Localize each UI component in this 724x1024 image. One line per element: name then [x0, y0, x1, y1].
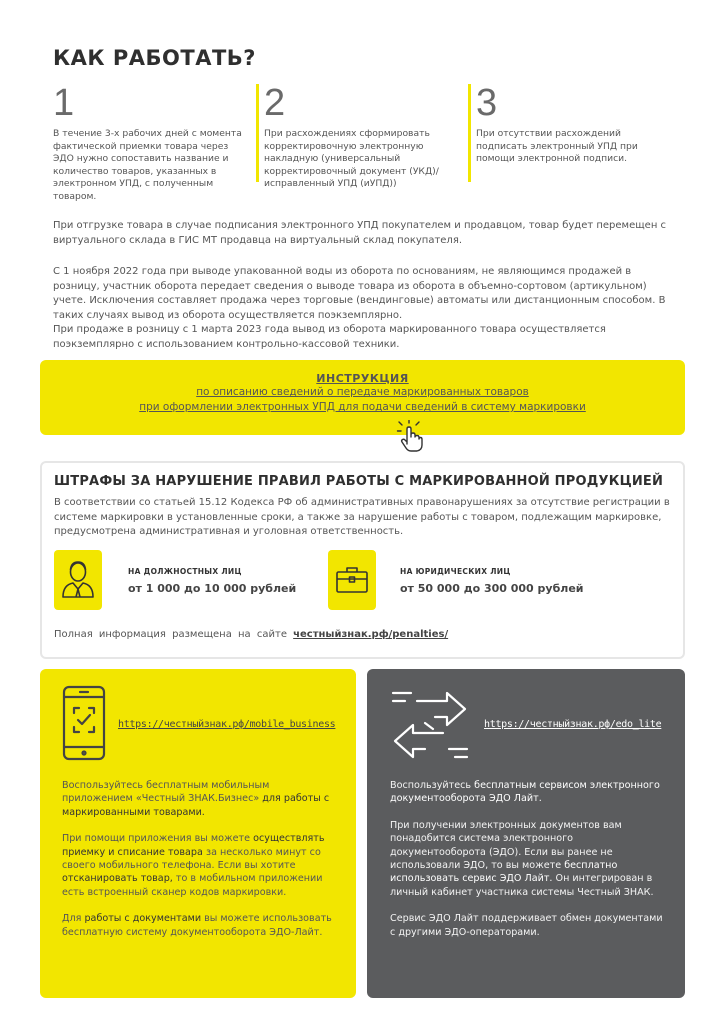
penalties-section [40, 461, 685, 659]
edo-lite-text: Воспользуйтесь [390, 780, 472, 791]
edo-lite-card [367, 669, 685, 998]
mobile-app-body [62, 779, 342, 952]
step-2 [256, 84, 456, 191]
edo-lite-paragraph [390, 819, 670, 899]
step-number: 2 [264, 82, 286, 124]
penalties-more-info [54, 629, 448, 640]
step-text: При расхождениях сформировать корректировочную электронную накладную (универсальный корректировочный документ (УКД)/исправленный УПД (иУПД)) [264, 128, 439, 190]
mobile-app-card [40, 669, 356, 998]
step-1 [53, 84, 243, 204]
mobile-app-text: Воспользуйтесь бесплатным мобильным приложением «Честный ЗНАК.Бизнес» [62, 780, 270, 805]
mobile-app-text-strong: для работы с маркированными товарами. [62, 793, 330, 818]
edo-lite-text: Он интегрирован в личный кабинет участника системы Честный ЗНАК. [390, 873, 654, 898]
paragraph-water-2022: С 1 ноября 2022 года при выводе упакованной воды из оборота по основаниям, не являющимся продажей в розницу, участник оборота передает сведения о выводе товара из оборота в объемно-сортовом (артикульном) учете. Исключения составляет продажа через торговые (вендинговые) автоматы или дистанционным способом. В таких случаях вывод из оборота осуществляется поэкземплярно. [53, 266, 666, 321]
mobile-app-text: Для [62, 913, 82, 925]
penalties-more-text: Полная информация размещена на сайте [54, 629, 287, 640]
smartphone-check-icon [62, 685, 106, 765]
mobile-app-paragraph [62, 779, 342, 819]
fine-officials-value: от 1 000 до 10 000 рублей [128, 582, 297, 595]
fine-officials-label: НА ДОЛЖНОСТНЫХ ЛИЦ [128, 567, 242, 576]
official-person-icon [54, 550, 102, 610]
instruction-line-2[interactable]: при оформлении электронных УПД для подачи сведений в систему маркировки [139, 401, 586, 413]
mobile-app-text: При помощи приложения вы можете [62, 833, 251, 845]
paragraph-shipment: При отгрузке товара в случае подписания электронного УПД покупателем и продавцом, товар будет перемещен с виртуального склада в ГИС МТ продавца на виртуальный склад покупателя. [53, 220, 667, 246]
step-3 [468, 84, 668, 166]
pointer-hand-icon [396, 420, 424, 456]
edo-lite-link[interactable]: https://честныйзнак.рф/edo_lite [484, 719, 662, 730]
instruction-banner[interactable] [40, 360, 685, 435]
edo-lite-body [390, 779, 670, 952]
step-divider [468, 84, 471, 182]
step-number: 3 [476, 82, 498, 124]
mobile-app-text-strong: осуществлять приемку и списание товара [62, 833, 325, 858]
edo-lite-text-strong: бесплатно использовать сервис ЭДО Лайт. [390, 860, 618, 885]
mobile-app-text-strong: работы с документами [84, 913, 202, 925]
page-title: КАК РАБОТАТЬ? [53, 46, 256, 70]
mobile-app-text: то в мобильном приложении есть встроенный сканер кодов маркировки. [62, 873, 323, 898]
step-text: В течение 3-х рабочих дней с момента фактической приемки товара через ЭДО нужно сопоставить название и количество товаров, указанных в электронном УПД, с полученным товаром. [53, 128, 242, 202]
instruction-line-1[interactable]: по описанию сведений о передаче маркированных товаров [196, 386, 529, 398]
edo-lite-paragraph [390, 779, 670, 806]
penalties-heading: ШТРАФЫ ЗА НАРУШЕНИЕ ПРАВИЛ РАБОТЫ С МАРКИРОВАННОЙ ПРОДУКЦИЕЙ [54, 474, 664, 489]
briefcase-icon [328, 550, 376, 610]
penalties-link[interactable]: честныйзнак.рф/penalties/ [293, 629, 449, 640]
mobile-app-text: вы можете использовать бесплатную систему документооборота ЭДО-Лайт. [62, 913, 332, 938]
edo-lite-text: При получении электронных документов вам понадобится система электронного документооборота (ЭДО). Если вы ранее не использовали ЭДО, то вы можете [390, 819, 622, 872]
exchange-arrows-icon [389, 687, 471, 767]
instruction-title[interactable]: ИНСТРУКЦИЯ [316, 372, 409, 385]
mobile-business-link[interactable]: https://честныйзнак.рф/mobile_business [118, 719, 336, 730]
step-number: 1 [53, 82, 75, 124]
step-divider [256, 84, 259, 182]
mobile-app-text: за несколько минут со своего мобильного телефона. Если вы хотите [62, 846, 321, 872]
paragraph-water-withdrawal [53, 265, 673, 352]
edo-lite-text-strong: бесплатным сервисом электронного документооборота ЭДО Лайт. [390, 780, 660, 805]
mobile-app-paragraph [62, 912, 342, 939]
step-text: При отсутствии расхождений подписать электронный УПД при помощи электронной подписи. [476, 128, 638, 165]
fine-legal-entities-label: НА ЮРИДИЧЕСКИХ ЛИЦ [400, 567, 511, 576]
paragraph-retail-2023: При продаже в розницу с 1 марта 2023 года вывод из оборота маркированного товара осуществляется поэкземплярно с использованием контрольно-кассовой техники. [53, 324, 606, 350]
edo-lite-paragraph: Сервис ЭДО Лайт поддерживает обмен документами с другими ЭДО-операторами. [390, 913, 663, 938]
penalties-description: В соответствии со статьей 15.12 Кодекса РФ об административных правонарушениях за отсутствие регистрации в системе маркировки в установленные сроки, а также за нарушение работы с товаром, подлежащим маркировке, предусмотрена административная и уголовная ответственность. [54, 497, 670, 537]
mobile-app-paragraph [62, 832, 342, 899]
mobile-app-text-strong: отсканировать товар, [62, 873, 173, 885]
fine-legal-entities-value: от 50 000 до 300 000 рублей [400, 582, 584, 595]
